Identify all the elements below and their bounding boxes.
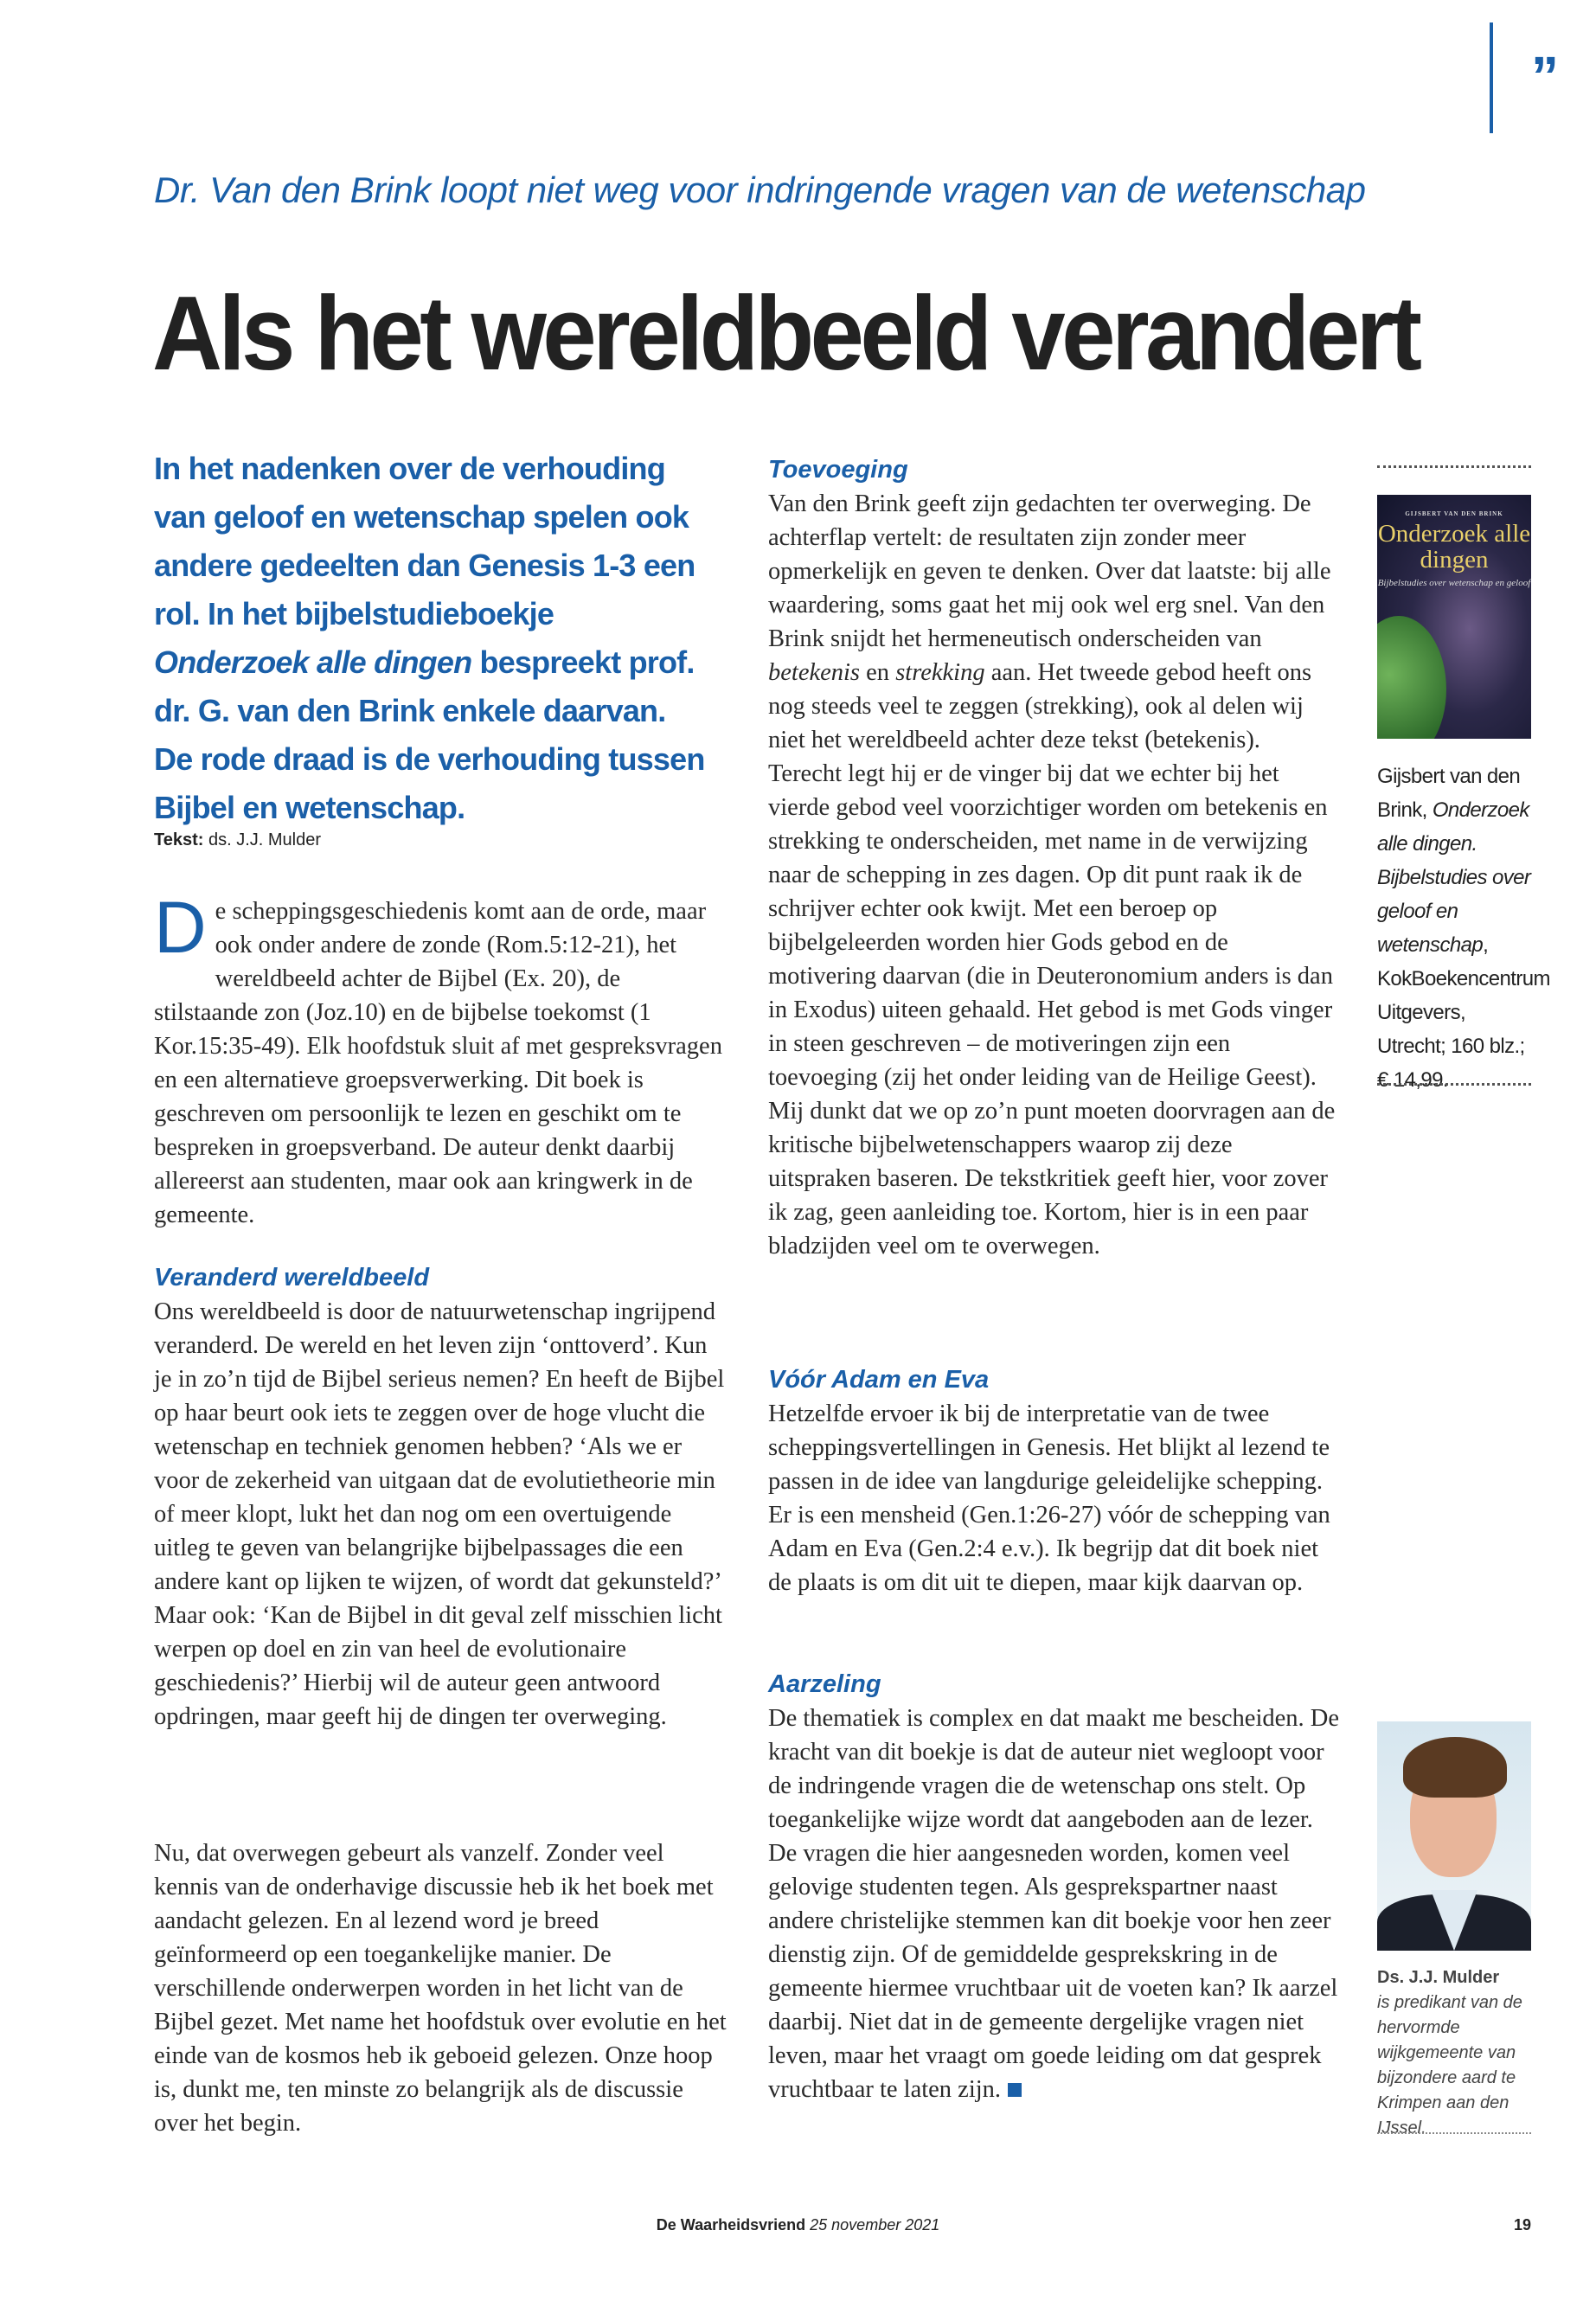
author-bio: is predikant van de hervormde wijkgemeente van bijzondere aard te Krimpen aan den IJssel.	[1377, 1993, 1522, 2138]
author-caption	[1377, 1965, 1533, 2141]
byline-name: ds. J.J. Mulder	[208, 830, 322, 849]
cover-subtitle: Bijbelstudies over wetenschap en geloof	[1377, 578, 1531, 588]
divider	[1377, 2132, 1531, 2134]
cover-title: Onderzoek alle dingen	[1377, 520, 1531, 574]
drop-cap: D	[154, 887, 207, 968]
divider	[1377, 465, 1531, 468]
footer	[0, 2216, 1596, 2234]
paragraph-text: De thematiek is complex en dat maakt me bescheiden. De kracht van dit boekje is dat de auteur niet wegloopt voor de indringende vragen die de wetenschap ons stelt. Op toegankelijke wijze wordt dat aangeboden aan de lezer. De vragen die hier aangesneden worden, komen veel gelovige studenten tegen. Als gesprekspartner naast andere christelijke stemmen kan dit boekje voor hen zeer dienstig zijn. Of de gemiddelde gesprekskring in de gemeente hiermee vruchtbaar uit de voeten kan? Ik aarzel daarbij. Niet dat in de gemeente dergelijke vragen niet leven, maar het vraagt om goede leiding om dat gesprek vruchtbaar te laten zijn.	[768, 1705, 1340, 2103]
accent-rule	[1490, 22, 1493, 133]
paragraph	[768, 487, 1341, 757]
caption-text: Gijsbert van den Brink,	[1377, 765, 1521, 822]
quote-icon: ”	[1531, 45, 1559, 107]
page-title: Als het wereldbeeld verandert	[152, 274, 1419, 392]
right-column-section	[768, 1363, 1341, 1599]
kicker: Dr. Van den Brink loopt niet weg voor indringende vragen van de wetenschap	[154, 170, 1366, 210]
right-column-section	[768, 1668, 1341, 2106]
section-heading: Toevoeging	[768, 456, 908, 484]
paragraph-text: e scheppingsgeschiedenis komt aan de orde, maar ook onder andere de zonde (Rom.5:12-21), het wereldbeeld achter de Bijbel (Ex. 20), de stilstaande zon (Joz.10) en de bijbelse toekomst (1 Kor.15:35-49). Elk hoofdstuk sluit af met gespreksvragen en een alternatieve groepsverwerking. Dit boek is geschreven om persoonlijk te lezen en geschikt om te bespreken in groepsverband. De auteur denkt daarbij allereerst aan studenten, maar ook aan kringwerk in de gemeente.	[154, 898, 722, 1228]
magazine-name: De Waarheidsvriend	[656, 2216, 806, 2234]
paragraph-text: Van den Brink geeft zijn gedachten ter overweging. De achterflap vertelt: de resultaten zijn zonder meer opmerkelijk en geven te denken. Over dat laatste: bij alle waardering, soms gaat het mij ook wel erg snel. Van den Brink snijdt het hermeneutisch onderscheiden van	[768, 490, 1331, 652]
emphasis: strekking	[895, 659, 985, 686]
paragraph: Terecht legt hij er de vinger bij dat we echter bij het vierde gebod veel voorzichtiger worden om betekenis en strekking te onderscheiden, met name in de verwijzing naar de schepping in zes dagen. Op dit punt raak ik de schrijver echter ook kwijt. Met een beroep op bijbelgeleerden worden hier Gods gebod en de motivering daarvan (die in Deuteronomium anders is dan in Exodus) uiteen gehaald. Het gebod is met Gods vinger in steen geschreven – de motiveringen zijn een toevoeging (zij het onder leiding van de Heilige Geest). Mij dunkt dat we op zo’n punt moeten doorvragen aan de kritische bijbelwetenschappers waarop zij deze uitspraken baseren. De tekstkritiek geeft hier, voor zover ik zag, geen aanleiding toe. Kortom, hier is in een paar bladzijden veel om te overwegen.	[768, 760, 1336, 1259]
author-name: Ds. J.J. Mulder	[1377, 1968, 1500, 1987]
paragraph: Nu, dat overwegen gebeurt als vanzelf. Zonder veel kennis van de onderhavige discussie heb ik het boek met aandacht gelezen. En al lezend word je breed geïnformeerd op een toegankelijke manier. De verschillende onderwerpen worden in het licht van de Bijbel gezet. Met name het hoofdstuk over evolutie en het einde van de kosmos heb ik geboeid gelezen. Onze hoop is, dunkt me, ten minste zo belangrijk als de discussie over het begin.	[154, 1840, 727, 2137]
paragraph	[768, 1702, 1341, 2106]
caption-book-title: Onderzoek alle dingen. Bijbelstudies over geloof en wetenschap	[1377, 798, 1531, 957]
section-heading: Vóór Adam en Eva	[768, 1366, 990, 1394]
caption-text: , KokBoekencentrum Uitgevers, Utrecht; 160 blz.; € 14,99.	[1377, 933, 1550, 1092]
intro-lead	[154, 445, 708, 832]
book-cover-image	[1377, 495, 1531, 739]
issue-date: 25 november 2021	[810, 2216, 940, 2234]
left-column-section	[154, 1261, 727, 1734]
page-number: 19	[1514, 2216, 1532, 2234]
emphasis: betekenis	[768, 659, 861, 686]
byline	[154, 830, 321, 850]
intro-text: bespreekt prof. dr. G. van den Brink enkele daarvan. De rode draad is de verhouding tussen Bijbel en wetenschap.	[154, 644, 705, 825]
byline-label: Tekst:	[154, 830, 204, 849]
left-column-section	[154, 1836, 727, 2140]
left-column	[154, 887, 727, 1232]
paragraph: Hetzelfde ervoer ik bij de interpretatie van de twee scheppingsvertellingen in Genesis. Het blijkt al lezend te passen in de idee van langdurige geleidelijke schepping. Er is een mensheid (Gen.1:26-27) vóór de schepping van Adam en Eva (Gen.2:4 e.v.). Ik begrijp dat dit boek niet de plaats is om dit uit te diepen, maar kijk daarvan op.	[768, 1400, 1330, 1596]
section-heading: Aarzeling	[768, 1670, 881, 1698]
divider	[1377, 1083, 1531, 1086]
tree-graphic	[1377, 616, 1446, 739]
end-mark-icon	[1008, 2083, 1022, 2097]
cover-author: GIJSBERT VAN DEN BRINK	[1405, 510, 1503, 517]
section-heading: Veranderd wereldbeeld	[154, 1264, 430, 1292]
paragraph	[154, 887, 727, 1232]
paragraph: Ons wereldbeeld is door de natuurwetenschap ingrijpend veranderd. De wereld en het leven zijn ‘onttoverd’. Kun je in zo’n tijd de Bijbel serieus nemen? En heeft de Bijbel op haar beurt ook iets te zeggen over de hoge vlucht die wetenschap en techniek genomen hebben? ‘Als we er voor de zekerheid van uitgaan dat de evolutietheorie min of meer klopt, lukt het dan nog om een overtuigende uitleg te geven van belangrijke bijbelpassages die een andere kant op lijken te wijzen, of wordt dat gekunsteld?’ Maar ook: ‘Kan de Bijbel in dit geval zelf misschien licht werpen op doel en zin van heel de evolutionaire geschiedenis?’ Hierbij wil de auteur geen antwoord opdringen, maar geeft hij de dingen ter overweging.	[154, 1298, 725, 1730]
intro-book-title: Onderzoek alle dingen	[154, 644, 472, 680]
right-column-section	[768, 453, 1341, 1263]
paragraph-text: en	[860, 659, 896, 686]
book-caption	[1377, 760, 1550, 1097]
paragraph-text: aan. Het tweede gebod heeft ons nog steeds veel te zeggen (strekking), ook al delen wij niet het wereldbeeld achter deze tekst (betekenis).	[768, 659, 1312, 753]
intro-text: In het nadenken over de verhouding van geloof en wetenschap spelen ook andere gedeelten dan Genesis 1-3 een rol. In het bijbelstudieboekje	[154, 451, 695, 631]
author-photo	[1377, 1721, 1531, 1951]
